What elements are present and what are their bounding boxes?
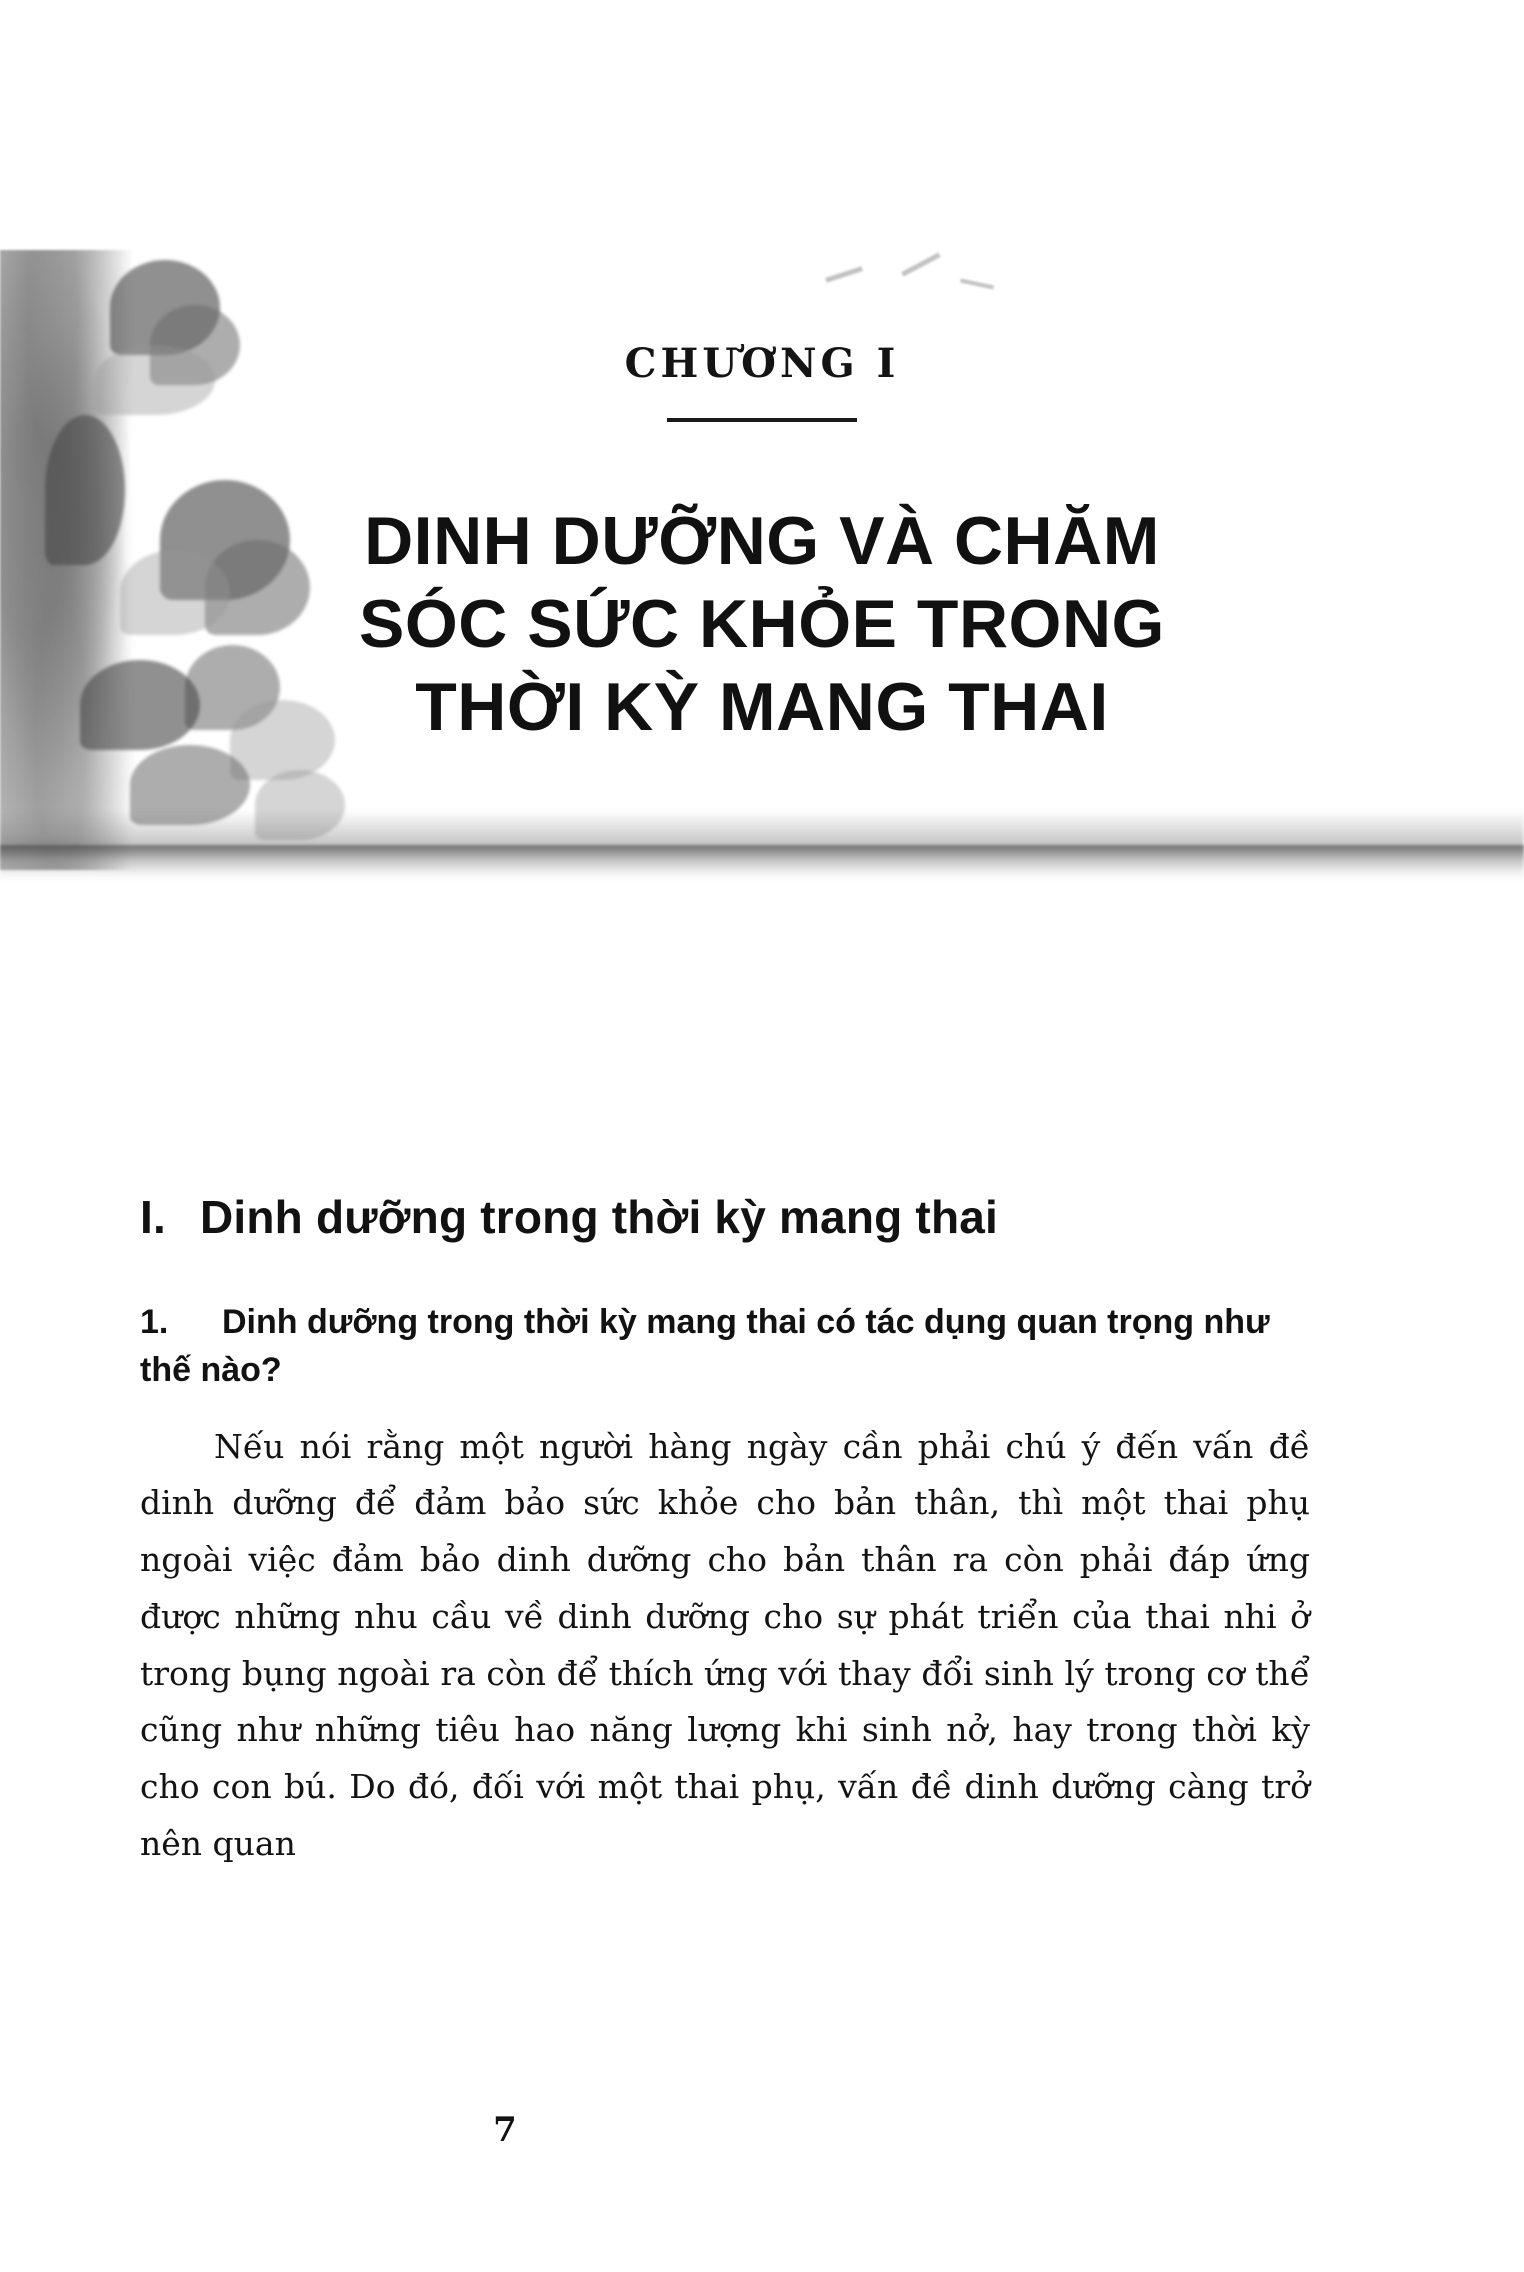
section-heading [140,1190,1310,1244]
decor-petal [130,745,250,825]
scan-speck [960,279,994,290]
chapter-title [0,500,1524,749]
chapter-label: CHƯƠNG I [624,340,900,387]
subsection-title: Dinh dưỡng trong thời kỳ mang thai có tác dụng quan trọng như thế nào? [140,1303,1270,1390]
scan-speck [825,266,863,282]
scan-smudge [0,845,1524,871]
page-content [140,1190,1310,1873]
scan-speck [901,252,940,276]
body-paragraph: Nếu nói rằng một người hàng ngày cần phải chú ý đến vấn đề dinh dưỡng để đảm bảo sức khỏe cho bản thân, thì một thai phụ ngoài việc đảm bảo dinh dưỡng cho bản thân ra còn phải đáp ứng được những nhu cầu về dinh dưỡng cho sự phát triển của thai nhi ở trong bụng ngoài ra còn để thích ứng với thay đổi sinh lý trong cơ thể cũng như những tiêu hao năng lượng khi sinh nở, hay trong thời kỳ cho con bú. Do đó, đối với một thai phụ, vấn đề dinh dưỡng càng trở nên quan [140,1426,1310,1863]
page-number: 7 [493,2110,517,2150]
chapter-title-line-1: DINH DƯỠNG VÀ CHĂM [364,503,1160,579]
chapter-title-line-3: THỜI KỲ MANG THAI [415,668,1109,745]
subsection-heading [140,1298,1310,1395]
scan-smudge [0,810,1524,880]
section-title: Dinh dưỡng trong thời kỳ mang thai [199,1191,999,1243]
chapter-divider [667,418,857,422]
chapter-title-line-2: SÓC SỨC KHỎE TRONG [359,585,1165,662]
subsection-number: 1. [140,1303,169,1341]
section-number: I. [140,1191,166,1243]
decor-petal [255,770,345,840]
